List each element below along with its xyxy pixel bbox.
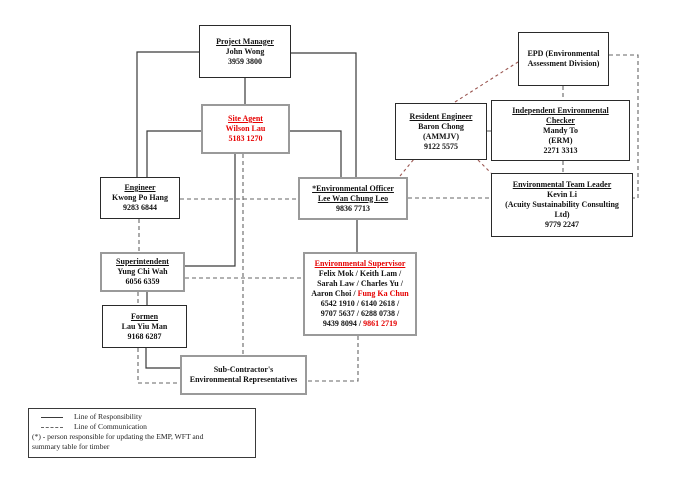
etl-org-line1: (Acuity Sustainability Consulting bbox=[505, 200, 619, 209]
legend bbox=[28, 408, 256, 458]
formen-phone: 9168 6287 bbox=[127, 331, 162, 341]
etl-phone: 9779 2247 bbox=[545, 220, 579, 229]
line-site-agent-to-superintendent bbox=[185, 154, 235, 266]
legend-note-line1: (*) - person responsible for updating the EMP, WFT and bbox=[32, 432, 204, 442]
resident-engineer-name: Baron Chong bbox=[418, 121, 464, 131]
box-environmental-officer bbox=[298, 177, 408, 220]
env-supervisor-names-line3-red: Fung Ka Chun bbox=[357, 289, 409, 298]
superintendent-phone: 6056 6359 bbox=[125, 277, 160, 286]
env-supervisor-names-line3-black: Aaron Choi / bbox=[311, 289, 358, 298]
box-epd bbox=[518, 32, 609, 86]
resident-engineer-phone: 9122 5575 bbox=[424, 141, 458, 151]
legend-responsibility-label: Line of Responsibility bbox=[74, 412, 142, 421]
iec-title-line2: Checker bbox=[546, 115, 575, 125]
env-officer-name: Lee Wan Chung Leo bbox=[317, 193, 389, 203]
formen-title: Formen bbox=[130, 311, 159, 321]
superintendent-name: Yung Chi Wah bbox=[117, 267, 168, 276]
box-engineer bbox=[100, 177, 180, 219]
box-environmental-team-leader bbox=[491, 173, 633, 237]
solid-line-swatch bbox=[41, 417, 63, 418]
env-supervisor-names-line2: Sarah Law / Charles Yu / bbox=[317, 279, 403, 288]
etl-name: Kevin Li bbox=[546, 190, 577, 199]
etl-title: Environmental Team Leader bbox=[512, 180, 612, 189]
env-officer-phone: 9836 7713 bbox=[336, 203, 370, 213]
project-manager-name: John Wong bbox=[225, 46, 265, 56]
dash-formen-to-subcontractor bbox=[138, 348, 180, 383]
etl-org-line2: Ltd) bbox=[554, 210, 570, 219]
iec-title-line1: Independent Environmental bbox=[512, 105, 609, 115]
line-formen-to-subcontractor bbox=[146, 348, 180, 368]
env-supervisor-names-line1: Felix Mok / Keith Lam / bbox=[318, 269, 402, 278]
line-pm-to-engineer bbox=[137, 52, 199, 177]
dash-resident-engineer-to-epd bbox=[455, 62, 518, 102]
box-independent-environmental-checker bbox=[491, 100, 630, 161]
env-supervisor-phones-line3 bbox=[323, 319, 397, 329]
box-site-agent bbox=[201, 104, 290, 154]
env-supervisor-phones-line2: 9707 5637 / 6288 0738 / bbox=[320, 309, 400, 318]
legend-communication-row bbox=[32, 422, 251, 432]
site-agent-title: Site Agent bbox=[228, 114, 263, 123]
env-supervisor-phones-line1: 6542 1910 / 6140 2618 / bbox=[320, 299, 400, 308]
box-resident-engineer bbox=[395, 103, 487, 160]
iec-name: Mandy To bbox=[543, 125, 578, 135]
legend-note-line2: summary table for timber bbox=[32, 442, 110, 452]
site-agent-name: Wilson Lau bbox=[225, 124, 266, 133]
dashed-line-swatch bbox=[41, 427, 63, 428]
line-site-agent-to-engineer bbox=[147, 131, 201, 177]
box-project-manager bbox=[199, 25, 291, 78]
resident-engineer-org: (AMMJV) bbox=[423, 131, 459, 141]
dash-resident-engineer-to-etl bbox=[478, 160, 491, 173]
dash-env-officer-to-resident-engineer bbox=[400, 159, 414, 176]
sub-contractor-line1: Sub-Contractor's bbox=[213, 365, 274, 374]
epd-line1: EPD (Environmental bbox=[527, 49, 600, 58]
superintendent-title: Superintendent bbox=[116, 257, 169, 266]
env-supervisor-phones-line3-red: 9861 2719 bbox=[363, 319, 398, 328]
box-superintendent bbox=[100, 252, 185, 292]
formen-name: Lau Yiu Man bbox=[121, 321, 168, 331]
epd-line2: Assessment Division) bbox=[527, 59, 600, 68]
box-environmental-supervisor bbox=[303, 252, 417, 336]
project-manager-phone: 3959 3800 bbox=[228, 56, 262, 66]
dash-env-supervisor-to-subcontractor bbox=[307, 336, 358, 381]
legend-communication-label: Line of Communication bbox=[74, 422, 147, 432]
env-officer-title: *Environmental Officer bbox=[312, 183, 394, 193]
engineer-title: Engineer bbox=[124, 183, 156, 192]
line-site-agent-to-env-officer bbox=[290, 131, 341, 177]
project-manager-title: Project Manager bbox=[216, 36, 274, 46]
resident-engineer-title: Resident Engineer bbox=[409, 111, 473, 121]
legend-responsibility-row bbox=[32, 412, 251, 422]
env-supervisor-title: Environmental Supervisor bbox=[314, 259, 406, 268]
iec-org: (ERM) bbox=[548, 135, 573, 145]
iec-phone: 2271 3313 bbox=[543, 145, 578, 155]
engineer-name: Kwong Po Hang bbox=[111, 193, 168, 202]
site-agent-phone: 5183 1270 bbox=[228, 134, 263, 143]
env-supervisor-phones-line3-black: 9439 8094 / bbox=[322, 319, 364, 328]
line-pm-to-env-officer bbox=[291, 53, 356, 177]
env-supervisor-names-line3 bbox=[311, 289, 408, 299]
box-formen bbox=[102, 305, 187, 348]
sub-contractor-line2: Environmental Representatives bbox=[189, 375, 298, 384]
box-sub-contractor bbox=[180, 355, 307, 395]
engineer-phone: 9283 6844 bbox=[123, 203, 157, 212]
